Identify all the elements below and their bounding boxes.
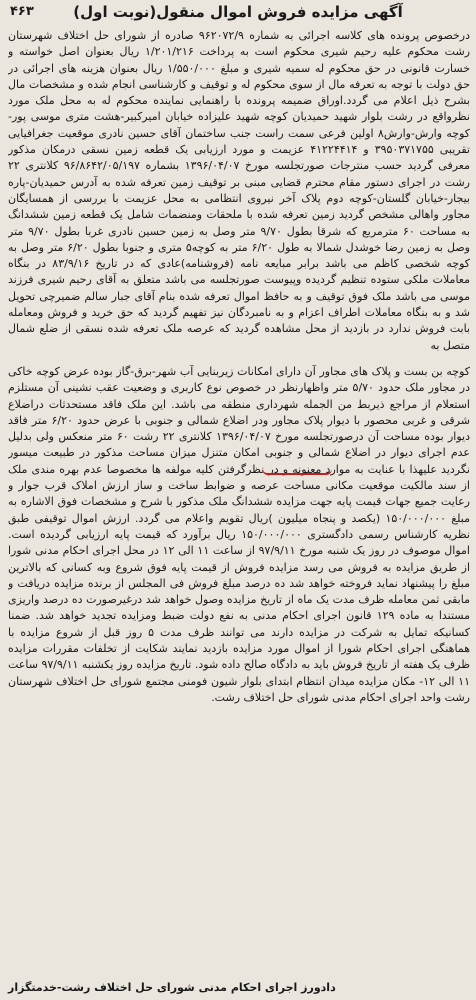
red-underline-annotation (262, 469, 332, 475)
notice-body (8, 28, 470, 968)
notice-paragraph-2: کوچه بن بست و پلاک های مجاور آن دارای امکانات زیربنایی آب شهر-برق-گاز بوده عرض کوچه خاکی در مجاور ملک حدود ۵/۷۰ متر واظهارنظر در خصوص نوع کاربری و وضعیت عقب نشینی آن مستلزم استعلام از مراجع ذیربط من الجمله شهرداری منطقه می باشد. این ملک فاقد مستحدثات دراضلاع شرقی و غربی محصور با دیوار پلاک مجاور ودر اضلاع شمالی و جنوبی با عرض حدود ۶/۲۰ متر فاقد دیوار بوده مساحت آن درصورتجلسه مورخ ۱۳۹۶/۰۴/۰۷ کلانتری ۲۲ رشت ۶۰ متر منعکس ولی بدلیل عدم اجرای دیوار در اضلاع شمالی و جنوبی امکان متنزل میزان مساحت مذکور در طبیعت میسور نگردید علیهذا با عنایت به موارد معنونه و در نظرگرفتن کلیه مولفه ها مخصوصا عدم بهره مندی ملک از سند مالکیت موقعیت مکانی مساحت عرصه و ضوابط ساخت و ساز ارزش املاک قرب جوار و رعایت جمیع جهات قیمت پایه جهت مزایده ششدانگ ملک مذکور با شرح و مشخصات فوق الاشاره به مبلغ ۱۵۰/۰۰۰/۰۰۰ (یکصد و پنجاه میلیون )ریال تقویم واعلام می گردد. ارزش اموال توقیفی طبق نظریه کارشناس رسمی دادگستری ۱۵۰/۰۰۰/۰۰۰ ریال برآورد که قیمت پایه ارزیابی گردیده است. اموال موصوف در روز یک شنبه مورخ ۹۷/۹/۱۱ از ساعت ۱۱ الی ۱۲ در محل اجرای احکام مدنی شورا از طریق مزایده به فروش می رسد مزایده فروش از قیمت پایه فوق شروع وبه کسانی که بالاترین مبلغ را پیشنهاد نماید فروخته خواهد شد ده درصد مبلغ فروش فی المجلس از برنده مزایده دریافت و مابقی ثمن معامله ظرف مدت یک ماه از تاریخ مزایده وصول خواهد شد درغیرصورت ده درصد واریزی مستندا به ماده ۱۲۹ قانون اجرای احکام مدنی به نفع دولت ضبط ومزایده تجدید خواهد شد. ضمنا کسانیکه تمایل به شرکت در مزایده دارند می توانند ظرف مدت ۵ روز قبل از شروع مزایده با هماهنگی اجرای احکام شورا از اموال مورد مزایده بازدید نمایند شکایت از تخلفات مقررات مزایده ظرف یک هفته از تاریخ فروش باید به دادگاه صالح داده شود. تاریخ مزایده روز یکشنبه ۹۷/۹/۱۱ ساعت ۱۱ الی ۱۲- مکان مزایده میدان انتظام ابتدای بلوار شیون فومنی مجتمع شورای حل اختلاف شهرستان رشت واحد اجرای احکام مدنی شورای حل اختلاف رشت. (8, 364, 470, 704)
page-number: ۴۶۳ (10, 4, 34, 19)
notice-signature: دادورز اجرای احکام مدنی شورای حل اختلاف رشت-خدمتگزار (8, 981, 336, 994)
notice-paragraph-1: درخصوص پرونده های کلاسه اجرائی به شماره ۹۶۲۰۷۲/۹ صادره از شورای حل اختلاف شهرستان رشت محکوم علیه رحیم شیری محکوم است به پرداخت ۱/۲۰۱/۲۱۶ ریال بعنوان اصل خواسته و خسارت قانونی در حق محکوم له سمیه شیری و مبلغ ۱/۵۵۰/۰۰۰ ریال بعنوان هزینه های اجرائی در حق دولت با توجه به تعرفه مال از سوی محکوم له و توقیف و کارشناسی انجام شده و مشخصات مال بشرح ذیل اعلام می گردد.اوراق ضمیمه پرونده با راهنمایی نماینده محکوم له به محل ملک مورد نظرواقع در رشت بلوار شهید حمیدیان کوچه شهید علیزاده خیابان امیرکبیر-هشت متری موسی پور-کوچه وارش-وارش۸ اولین فرعی سمت راست جنب ساختمان آقای حسین نادری موقعیت جغرافیایی تقریبی ۳۹۵۰۳۷۱۷۵۵ و ۴۱۲۲۴۴۱۴ عزیمت و مورد ارزیابی یک قطعه زمین نسقی درمکان مذکور معرفی گردید حسب منترجات صورتجلسه مورخ ۱۳۹۶/۰۴/۰۷ بشماره ۹۶/۸۶۴۲/۰۵/۱۹۷ کلانتری ۲۲ رشت در اجرای دستور مقام محترم قضایی مبنی بر توقیف زمین تعرفه شده به آدرس حمیدیان-پاره بیجار-خیابان گلستان-کوچه دوم پلاک آخر نیروی انتظامی به محل عزیمت با بررسی از همسایگان مجاور واهالی مشخص گردید زمین تعرفه شده با ملحقات ومنضمات شامل یک قطعه زمین ششدانگ به مساحت ۶۰ مترمربع که شرقا بطول ۹/۷۰ متر وصل به زمین حسین نادری غربا بطول ۹/۷۰ متر وصل به زمین رضا خوشدل شمالا به طول ۶/۲۰ متر به کوچه۵ متری و جنوبا بطول ۶/۲۰ متر وصل به کوچه شخصی کاظم می باشد برابر مبایعه نامه (فروشنامه)عادی که در تاریخ ۸۳/۹/۱۶ در بنگاه معاملات ملکی ستوده تنظیم گردیده وپیوست صورتجلسه می باشد متعلق به آقای رحیم شیری فرزند موسی می باشد ملک فوق توقیف و به حافظ اموال تعرفه شده بنام آقای جبار سالم ضمیرچی تحویل شد و به بنگاه معاملات اطراف اعزام و به نامبردگان نیز تفهیم گردید که حق خرید و فروش ومعامله بابت فروش ندارد در بازدید از محل مشاهده گردید که عرصه ملک تعرفه شده نسقی از ضلع شمال متصل به (8, 29, 470, 352)
notice-title: آگهی مزایده فروش اموال منقول(نوبت اول) (73, 3, 403, 21)
